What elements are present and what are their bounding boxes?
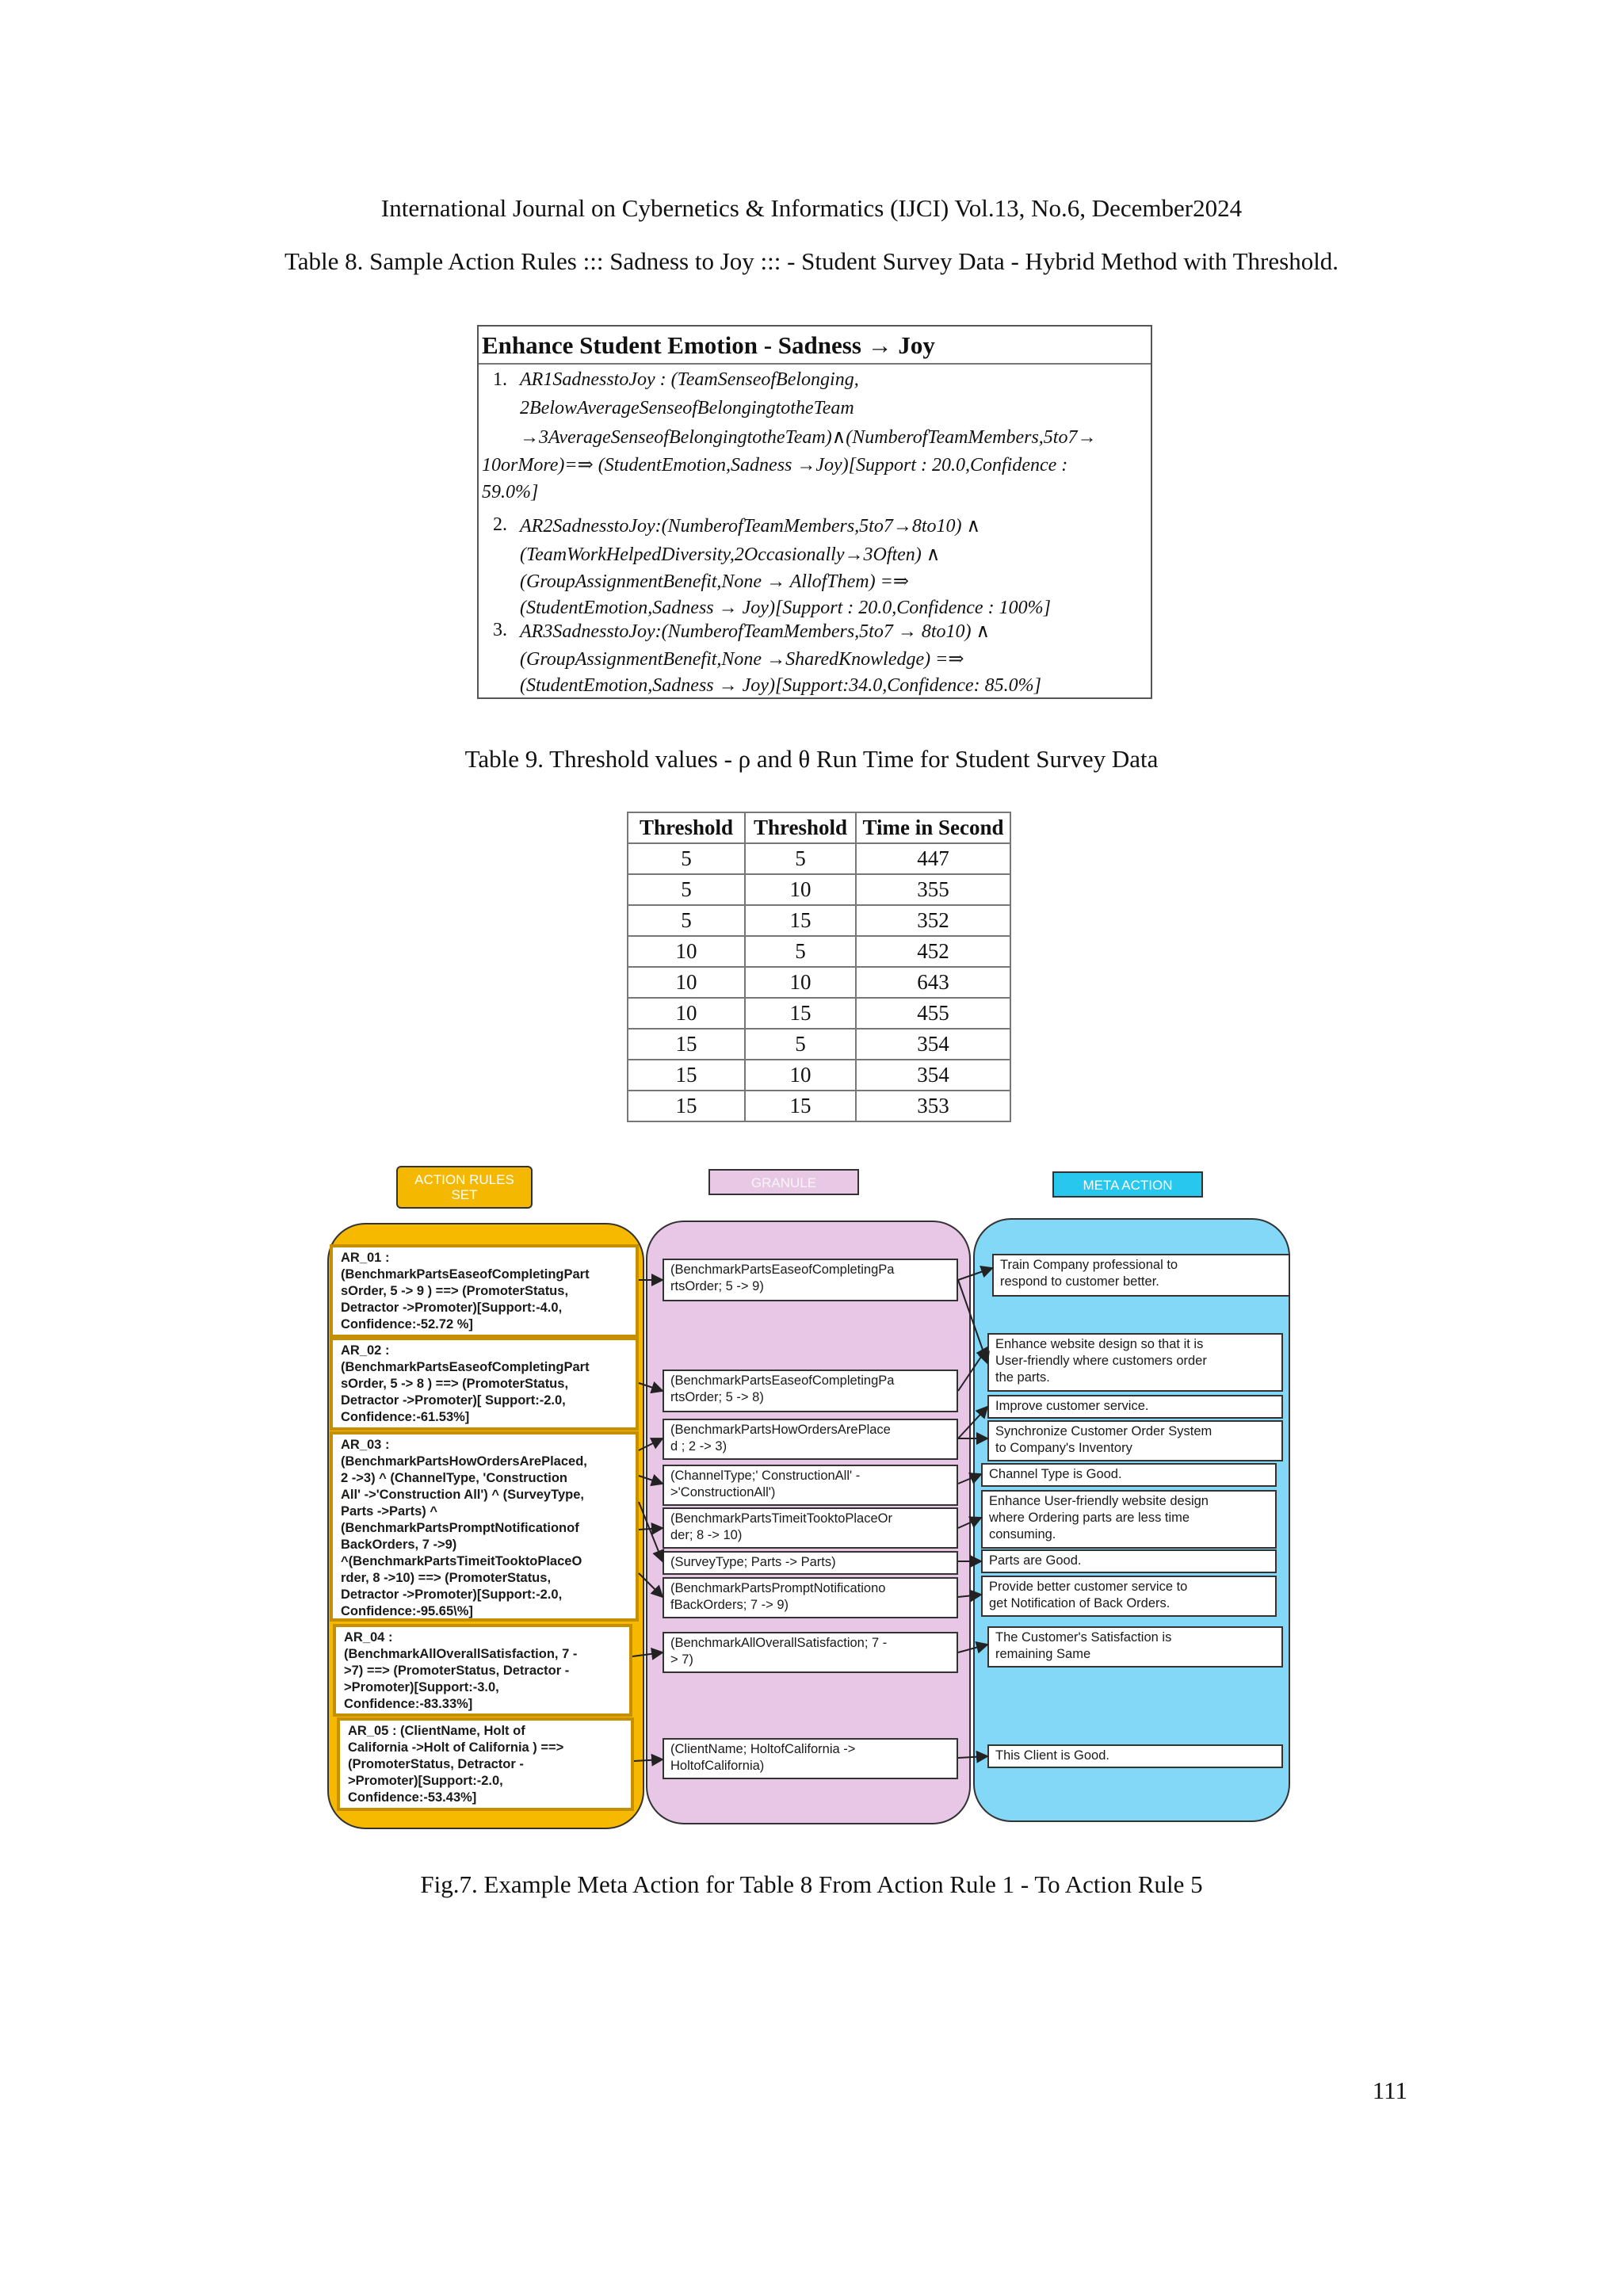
action-rules-set-label: ACTION RULES SET bbox=[396, 1166, 533, 1209]
table9-caption-text: Table 9. Threshold values - ρ and θ Run Time for Student Survey Data bbox=[464, 745, 1159, 773]
meta-action-box: This Client is Good. bbox=[987, 1744, 1283, 1768]
page-number: 111 bbox=[1372, 2076, 1407, 2104]
table-cell: 455 bbox=[856, 998, 1010, 1029]
granule-box: (ClientName; HoltofCalifornia -> HoltofCalifornia) bbox=[663, 1738, 958, 1779]
arrow bbox=[958, 1407, 987, 1438]
table-cell: 15 bbox=[745, 1091, 856, 1121]
granule-box: (BenchmarkAllOverallSatisfaction; 7 - > 7) bbox=[663, 1632, 958, 1673]
table-cell: 5 bbox=[745, 936, 856, 967]
rule-line: AR1SadnesstoJoy : (TeamSenseofBelonging, bbox=[520, 369, 859, 390]
arrow bbox=[639, 1573, 663, 1597]
meta-action-box: Parts are Good. bbox=[981, 1549, 1277, 1573]
arrow bbox=[634, 1759, 663, 1761]
table-cell: 15 bbox=[628, 1029, 745, 1060]
table-cell: 5 bbox=[628, 905, 745, 936]
column-header: Time in Second bbox=[856, 812, 1010, 843]
rule-number: 3. bbox=[493, 620, 507, 640]
action-rule-box: AR_02 : (BenchmarkPartsEaseofCompletingPart sOrder, 5 -> 8 ) ==> (PromoterStatus, Detractor ->Promoter)[ Support:-2.0, Confidence:-61.53%] bbox=[330, 1337, 639, 1431]
table-cell: 354 bbox=[856, 1060, 1010, 1091]
meta-action-box: Channel Type is Good. bbox=[981, 1463, 1277, 1487]
table-cell: 15 bbox=[745, 905, 856, 936]
rule-line: →3AverageSenseofBelongingtotheTeam)∧(NumberofTeamMembers,5to7→ bbox=[520, 427, 1097, 448]
meta-action-box: Train Company professional to respond to customer better. bbox=[992, 1254, 1290, 1297]
arrow bbox=[639, 1476, 663, 1484]
table-cell: 355 bbox=[856, 874, 1010, 905]
granule-box: (BenchmarkPartsEaseofCompletingPa rtsOrder; 5 -> 8) bbox=[663, 1370, 958, 1412]
rule-line: AR3SadnesstoJoy:(NumberofTeamMembers,5to7 → 8to10) ∧ bbox=[520, 621, 991, 642]
figure-caption: Fig.7. Example Meta Action for Table 8 From Action Rule 1 - To Action Rule 5 bbox=[420, 1870, 1203, 1898]
arrow bbox=[639, 1528, 663, 1530]
rule-line: AR2SadnesstoJoy:(NumberofTeamMembers,5to7→8to10) ∧ bbox=[520, 516, 981, 537]
granule-box: (BenchmarkPartsTimeitTooktoPlaceOr der; 8 -> 10) bbox=[663, 1507, 958, 1549]
rule-line: (StudentEmotion,Sadness → Joy)[Support : 20.0,Confidence : 100%] bbox=[520, 598, 1051, 618]
meta-action-box: Improve customer service. bbox=[987, 1395, 1283, 1419]
granule-box: (BenchmarkPartsHowOrdersArePlace d ; 2 -> 3) bbox=[663, 1419, 958, 1460]
arrow bbox=[958, 1347, 987, 1391]
rule-line: 59.0%] bbox=[482, 482, 539, 502]
table-cell: 354 bbox=[856, 1029, 1010, 1060]
table-cell: 10 bbox=[745, 967, 856, 998]
rule-line: (GroupAssignmentBenefit,None → AllofThem) =⇒ bbox=[520, 571, 909, 592]
arrow bbox=[639, 1383, 663, 1391]
action-rule-box: AR_04 : (BenchmarkAllOverallSatisfaction, 7 - >7) ==> (PromoterStatus, Detractor - >Promoter)[Support:-3.0, Confidence:-83.33%] bbox=[333, 1624, 632, 1717]
table-cell: 10 bbox=[745, 1060, 856, 1091]
rule-line: 2BelowAverageSenseofBelongingtotheTeam bbox=[520, 398, 854, 418]
arrow bbox=[958, 1474, 981, 1484]
table-cell: 5 bbox=[628, 874, 745, 905]
meta-action-label: META ACTION bbox=[1052, 1171, 1203, 1198]
table-cell: 5 bbox=[628, 843, 745, 874]
action-rule-box: AR_03 : (BenchmarkPartsHowOrdersArePlaced, 2 ->3) ^ (ChannelType, 'Construction All' ->'Construction All') ^ (SurveyType, Parts ->Parts) ^ (BenchmarkPartsPromptNotificationof BackOrders, 7 ->9) ^(BenchmarkPartsTimeitTooktoPlaceO rder, 8 ->10) ==> (PromoterStatus, Detractor ->Promoter)[Support:-2.0, Confidence:-95.65\%] bbox=[330, 1431, 639, 1622]
rule-line: (StudentEmotion,Sadness → Joy)[Support:34.0,Confidence: 85.0%] bbox=[520, 675, 1041, 696]
table-cell: 447 bbox=[856, 843, 1010, 874]
table-cell: 15 bbox=[745, 998, 856, 1029]
arrow bbox=[639, 1438, 663, 1450]
column-header: Threshold bbox=[745, 812, 856, 843]
meta-action-box: Enhance website design so that it is User-friendly where customers order the parts. bbox=[987, 1333, 1283, 1392]
column-header: Threshold bbox=[628, 812, 745, 843]
granule-label: GRANULE bbox=[708, 1169, 859, 1195]
arrow bbox=[958, 1595, 981, 1597]
table-cell: 10 bbox=[628, 967, 745, 998]
rule-number: 1. bbox=[493, 369, 507, 390]
table-cell: 5 bbox=[745, 1029, 856, 1060]
table-cell: 452 bbox=[856, 936, 1010, 967]
journal-header: International Journal on Cybernetics & Informatics (IJCI) Vol.13, No.6, December2024 bbox=[380, 194, 1243, 222]
rule-line: (GroupAssignmentBenefit,None →SharedKnowledge) =⇒ bbox=[520, 649, 964, 670]
table-cell: 10 bbox=[745, 874, 856, 905]
table-cell: 643 bbox=[856, 967, 1010, 998]
table-cell: 10 bbox=[628, 936, 745, 967]
table8-caption: Table 8. Sample Action Rules ::: Sadness to Joy ::: - Student Survey Data - Hybrid Method with Threshold. bbox=[284, 247, 1339, 275]
rule-line: (TeamWorkHelpedDiversity,2Occasionally→3Often) ∧ bbox=[520, 544, 941, 565]
table-cell: 15 bbox=[628, 1091, 745, 1121]
meta-action-box: Provide better customer service to get Notification of Back Orders. bbox=[981, 1576, 1277, 1617]
arrow bbox=[639, 1502, 663, 1561]
granule-box: (BenchmarkPartsPromptNotificationo fBackOrders; 7 -> 9) bbox=[663, 1577, 958, 1618]
table-cell: 15 bbox=[628, 1060, 745, 1091]
meta-action-box: The Customer's Satisfaction is remaining Same bbox=[987, 1626, 1283, 1668]
granule-box: (SurveyType; Parts -> Parts) bbox=[663, 1551, 958, 1575]
action-rule-box: AR_01 : (BenchmarkPartsEaseofCompletingPart sOrder, 5 -> 9 ) ==> (PromoterStatus, Detractor ->Promoter)[Support:-4.0, Confidence:-52.72 %] bbox=[330, 1244, 639, 1338]
arrow bbox=[632, 1652, 663, 1656]
meta-action-box: Enhance User-friendly website design where Ordering parts are less time consuming. bbox=[981, 1490, 1277, 1549]
granule-box: (ChannelType;' ConstructionAll' - >'ConstructionAll') bbox=[663, 1465, 958, 1506]
table-cell: 10 bbox=[628, 998, 745, 1029]
meta-action-box: Synchronize Customer Order System to Company's Inventory bbox=[987, 1420, 1283, 1461]
arrow bbox=[958, 1756, 987, 1758]
arrow bbox=[958, 1280, 987, 1363]
table-cell: 353 bbox=[856, 1091, 1010, 1121]
table-cell: 352 bbox=[856, 905, 1010, 936]
arrow bbox=[958, 1268, 992, 1280]
table-cell: 5 bbox=[745, 843, 856, 874]
granule-box: (BenchmarkPartsEaseofCompletingPa rtsOrder; 5 -> 9) bbox=[663, 1259, 958, 1301]
arrow bbox=[958, 1645, 987, 1652]
rule-line: 10orMore)=⇒ (StudentEmotion,Sadness →Joy)[Support : 20.0,Confidence : bbox=[482, 455, 1068, 476]
arrow bbox=[958, 1518, 981, 1528]
action-rule-box: AR_05 : (ClientName, Holt of California ->Holt of California ) ==> (PromoterStatus, Detractor - >Promoter)[Support:-2.0, Confidence:-53.43%] bbox=[337, 1717, 634, 1811]
rules-table-title: Enhance Student Emotion - Sadness → Joy bbox=[479, 327, 1151, 365]
rule-number: 2. bbox=[493, 514, 507, 535]
